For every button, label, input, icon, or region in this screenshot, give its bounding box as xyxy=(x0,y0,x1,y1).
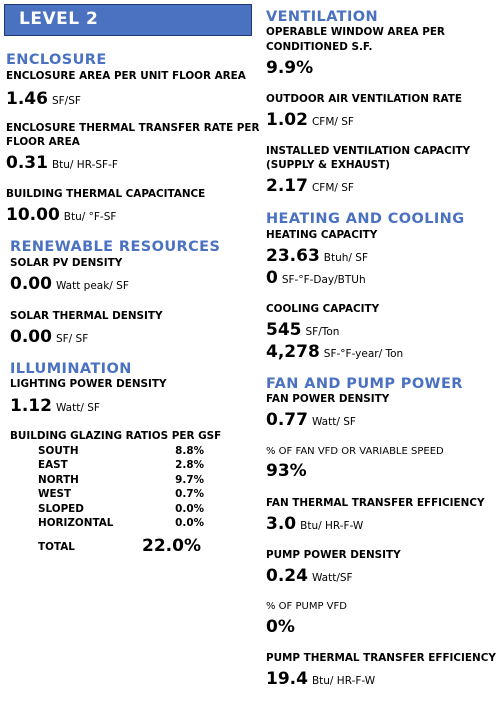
glazing-north-pct: 9.7% xyxy=(175,474,204,486)
heating-capacity-unit: Btuh/ SF xyxy=(323,252,368,264)
window-area-label-line1: OPERABLE WINDOW AREA PER xyxy=(266,26,445,38)
vent-capacity-label-line1: INSTALLED VENTILATION CAPACITY xyxy=(266,145,471,157)
outdoor-air-label: OUTDOOR AIR VENTILATION RATE xyxy=(266,93,462,105)
cooling-degree-value: 4,278 SF-°F-year/ Ton xyxy=(266,342,404,362)
heating-degree-value: 0 SF-°F-Day/BTUh xyxy=(266,268,366,288)
fan-power-label: FAN POWER DENSITY xyxy=(266,393,390,405)
glazing-sloped-pct: 0.0% xyxy=(175,503,204,515)
fan-power-unit: Watt/ SF xyxy=(311,416,356,428)
pump-power-value: 0.24 Watt/SF xyxy=(266,566,353,586)
lighting-power-value: 1.12 Watt/ SF xyxy=(10,396,100,416)
cooling-capacity-value: 545 SF/Ton xyxy=(266,320,340,340)
enclosure-area-unit: SF/SF xyxy=(51,95,81,107)
pump-power-label: PUMP POWER DENSITY xyxy=(266,549,401,561)
glazing-south-pct: 8.8% xyxy=(175,445,204,457)
fan-power-value: 0.77 Watt/ SF xyxy=(266,410,356,430)
cooling-capacity-unit: SF/Ton xyxy=(305,326,340,338)
glazing-horizontal-name: HORIZONTAL xyxy=(38,517,114,529)
lighting-power-unit: Watt/ SF xyxy=(55,402,100,414)
level-title: LEVEL 2 xyxy=(19,9,99,29)
pump-efficiency-label: PUMP THERMAL TRANSFER EFFICIENCY xyxy=(266,652,496,664)
pump-vfd-value: 0% xyxy=(266,617,295,637)
glazing-total-label: TOTAL xyxy=(38,541,75,553)
window-area-label-line2: CONDITIONED S.F. xyxy=(266,41,373,53)
fan-vfd-label: % OF FAN VFD OR VARIABLE SPEED xyxy=(266,446,444,457)
glazing-south-name: SOUTH xyxy=(38,445,79,457)
outdoor-air-value: 1.02 CFM/ SF xyxy=(266,110,354,130)
renewable-heading: RENEWABLE RESOURCES xyxy=(10,239,221,255)
glazing-sloped-name: SLOPED xyxy=(38,503,84,515)
capacitance-value: 10.00 Btu/ °F-SF xyxy=(6,205,117,225)
enclosure-area-label: ENCLOSURE AREA PER UNIT FLOOR AREA xyxy=(6,70,246,82)
outdoor-air-unit: CFM/ SF xyxy=(311,116,354,128)
solar-pv-unit: Watt peak/ SF xyxy=(55,280,129,292)
heating-degree-unit: SF-°F-Day/BTUh xyxy=(281,274,366,286)
glazing-north-name: NORTH xyxy=(38,474,79,486)
enclosure-heading: ENCLOSURE xyxy=(6,52,107,68)
level-banner xyxy=(4,4,252,36)
window-area-value: 9.9% xyxy=(266,58,314,78)
enclosure-thermal-unit: Btu/ HR-SF-F xyxy=(51,159,118,171)
heating-capacity-value: 23.63 Btuh/ SF xyxy=(266,246,368,266)
pump-vfd-label: % OF PUMP VFD xyxy=(266,601,347,612)
enclosure-area-value: 1.46 SF/SF xyxy=(6,89,81,109)
solar-thermal-unit: SF/ SF xyxy=(55,333,89,345)
solar-thermal-value: 0.00 SF/ SF xyxy=(10,327,89,347)
cooling-capacity-label: COOLING CAPACITY xyxy=(266,303,380,315)
fan-efficiency-label: FAN THERMAL TRANSFER EFFICIENCY xyxy=(266,497,485,509)
fan-vfd-value: 93% xyxy=(266,461,307,481)
vent-capacity-unit: CFM/ SF xyxy=(311,182,354,194)
glazing-horizontal-pct: 0.0% xyxy=(175,517,204,529)
solar-pv-value: 0.00 Watt peak/ SF xyxy=(10,274,129,294)
capacitance-label: BUILDING THERMAL CAPACITANCE xyxy=(6,188,206,200)
enclosure-thermal-label-line2: FLOOR AREA xyxy=(6,136,80,148)
pump-power-unit: Watt/SF xyxy=(311,572,353,584)
capacitance-unit: Btu/ °F-SF xyxy=(63,211,117,223)
fan-efficiency-unit: Btu/ HR-F-W xyxy=(300,520,364,532)
glazing-west-pct: 0.7% xyxy=(175,488,204,500)
heating-cooling-heading: HEATING AND COOLING xyxy=(266,211,465,227)
glazing-label: BUILDING GLAZING RATIOS PER GSF xyxy=(10,430,222,442)
illumination-heading: ILLUMINATION xyxy=(10,361,132,377)
glazing-total-value: 22.0% xyxy=(142,536,201,556)
solar-thermal-label: SOLAR THERMAL DENSITY xyxy=(10,310,163,322)
glazing-east-name: EAST xyxy=(38,459,68,471)
pump-efficiency-value: 19.4 Btu/ HR-F-W xyxy=(266,669,376,689)
cooling-degree-unit: SF-°F-year/ Ton xyxy=(323,348,404,360)
lighting-power-label: LIGHTING POWER DENSITY xyxy=(10,378,167,390)
vent-capacity-label-line2: (SUPPLY & EXHAUST) xyxy=(266,159,391,171)
fan-efficiency-value: 3.0 Btu/ HR-F-W xyxy=(266,514,364,534)
glazing-west-name: WEST xyxy=(38,488,72,500)
vent-capacity-value: 2.17 CFM/ SF xyxy=(266,176,354,196)
glazing-east-pct: 2.8% xyxy=(175,459,204,471)
ventilation-heading: VENTILATION xyxy=(266,9,379,25)
enclosure-thermal-label-line1: ENCLOSURE THERMAL TRANSFER RATE PER xyxy=(6,122,260,134)
heating-capacity-label: HEATING CAPACITY xyxy=(266,229,378,241)
solar-pv-label: SOLAR PV DENSITY xyxy=(10,257,123,269)
pump-efficiency-unit: Btu/ HR-F-W xyxy=(311,675,376,687)
enclosure-thermal-value: 0.31 Btu/ HR-SF-F xyxy=(6,153,118,173)
fan-pump-heading: FAN AND PUMP POWER xyxy=(266,376,463,392)
